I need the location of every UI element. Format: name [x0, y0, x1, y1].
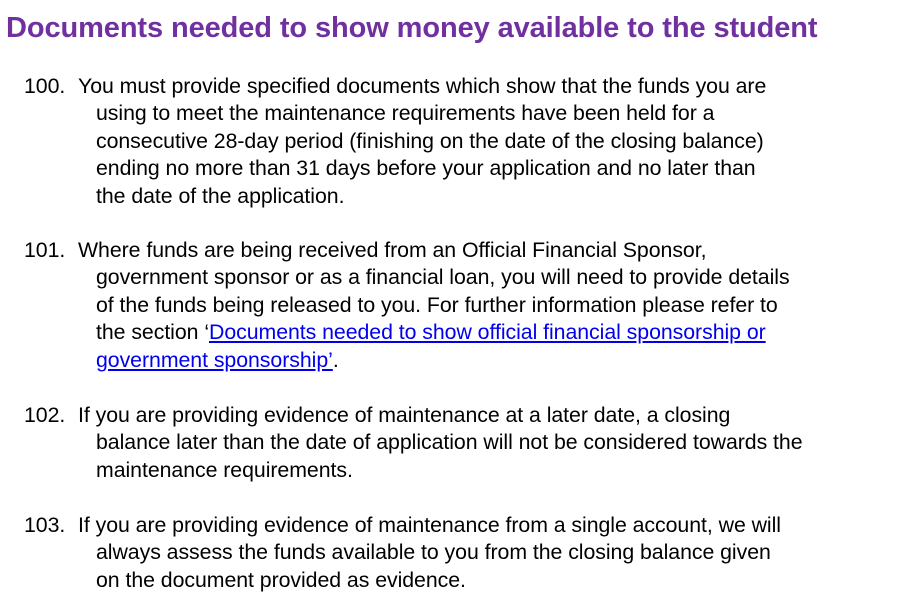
paragraph-102 [24, 402, 909, 484]
page-heading: Documents needed to show money available to the student [6, 12, 818, 44]
paragraph-number: 100. [24, 74, 66, 98]
paragraph-first-line [24, 73, 909, 100]
paragraph-100 [24, 73, 909, 210]
paragraph-text: balance later than the date of application will not be considered towards the [96, 430, 803, 455]
official-sponsorship-link[interactable]: Documents needed to show official financial sponsorship or [209, 320, 766, 345]
paragraph-text: government sponsor or as a financial loan, you will need to provide details [96, 265, 790, 290]
paragraph-text: the date of the application. [96, 183, 345, 208]
paragraph-text: ending no more than 31 days before your application and no later than [96, 156, 756, 181]
paragraph-103 [24, 512, 909, 594]
paragraph-text: If you are providing evidence of maintenance at a later date, a closing [78, 403, 731, 427]
paragraph-text: always assess the funds available to you from the closing balance given [96, 540, 771, 565]
link-prefix-text: the section ‘ [96, 320, 209, 345]
paragraph-text: Where funds are being received from an Official Financial Sponsor, [78, 238, 707, 262]
paragraph-text: using to meet the maintenance requirements have been held for a [96, 101, 715, 126]
paragraph-text: consecutive 28-day period (finishing on the date of the closing balance) [96, 128, 764, 153]
paragraph-number: 101. [24, 238, 66, 262]
paragraph-first-line [24, 402, 909, 429]
paragraph-link-line [24, 319, 909, 346]
link-suffix-text: . [332, 347, 339, 372]
official-sponsorship-link-continued[interactable]: government sponsorship’ [96, 347, 333, 372]
paragraph-text: You must provide specified documents which show that the funds you are [78, 74, 767, 98]
paragraph-text: on the document provided as evidence. [96, 567, 466, 592]
paragraph-link-line [24, 347, 909, 374]
paragraph-text: of the funds being released to you. For further information please refer to [96, 292, 778, 317]
paragraph-101 [24, 237, 909, 374]
paragraph-first-line [24, 512, 909, 539]
paragraph-first-line [24, 237, 909, 264]
paragraph-number: 102. [24, 403, 66, 427]
paragraph-number: 103. [24, 513, 66, 537]
paragraph-text: If you are providing evidence of maintenance from a single account, we will [78, 513, 781, 537]
paragraph-text: maintenance requirements. [96, 457, 353, 482]
